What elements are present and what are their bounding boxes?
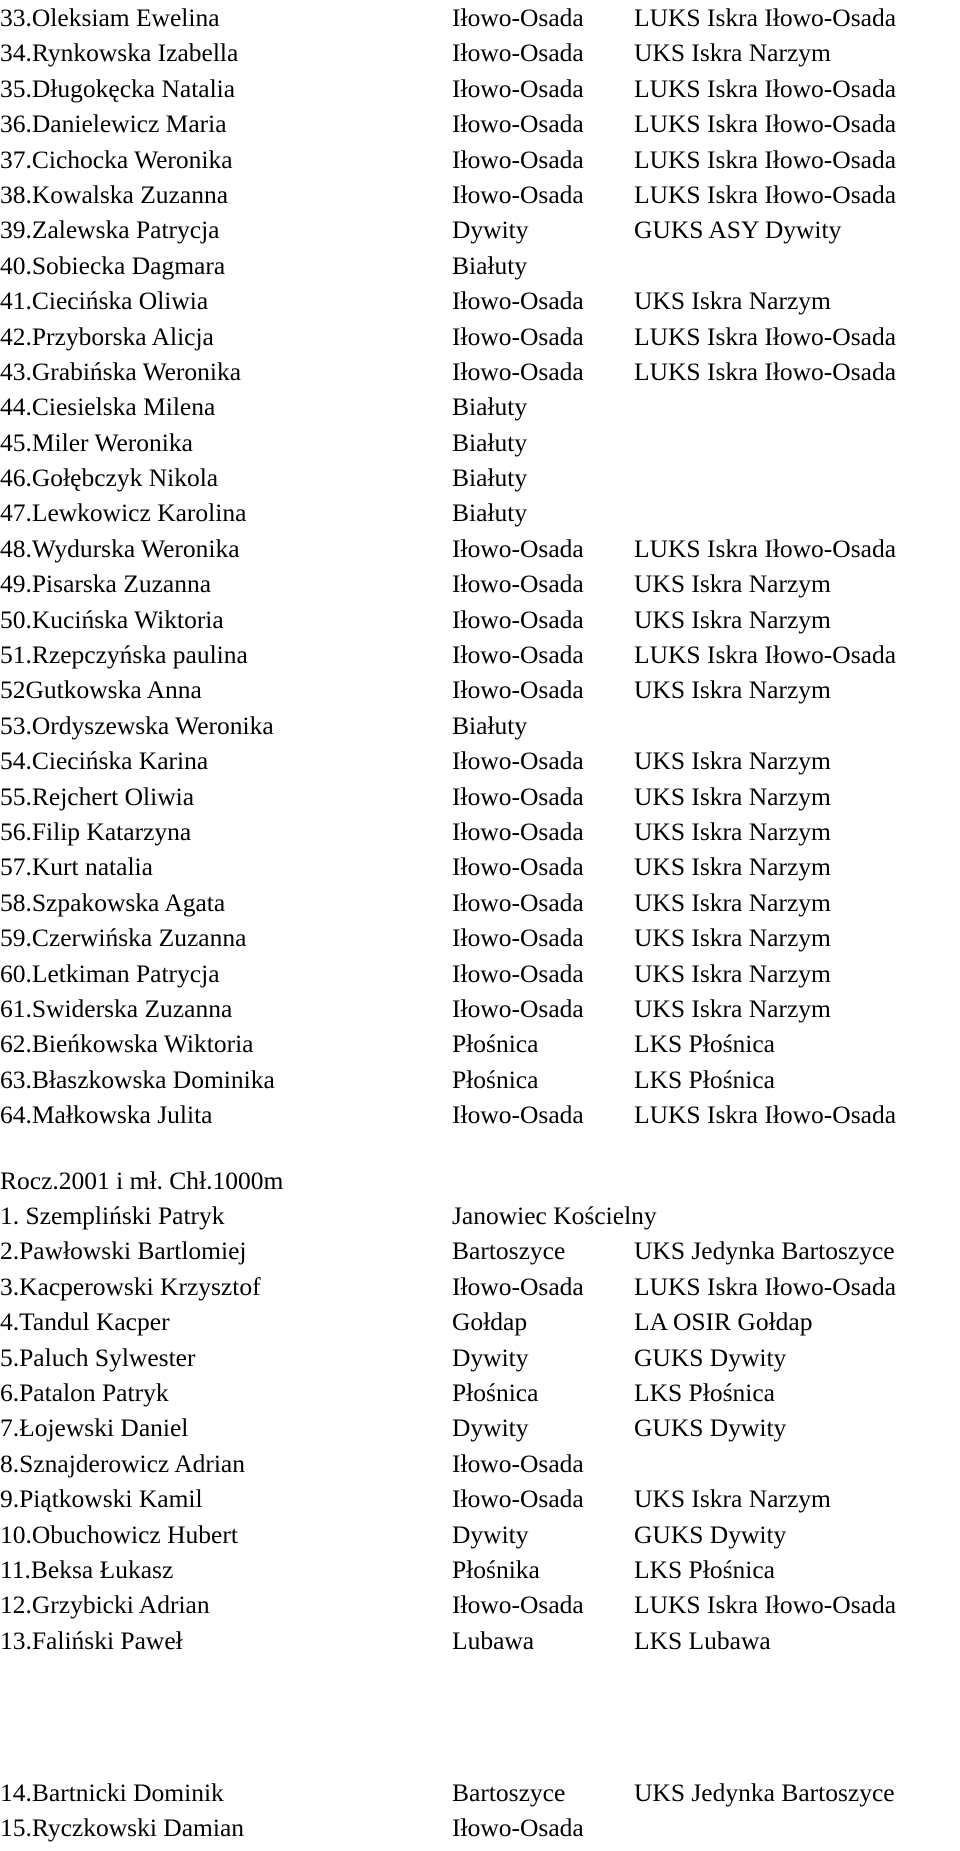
- athlete-name: 1. Szempliński Patryk: [0, 1201, 225, 1230]
- result-row: [0, 1810, 960, 1845]
- athlete-town: Białuty: [452, 392, 528, 422]
- athlete-name: 14.Bartnicki Dominik: [0, 1778, 224, 1807]
- athlete-club: UKS Jedynka Bartoszyce: [634, 1778, 895, 1807]
- result-row: [0, 637, 960, 672]
- athlete-name: 40.Sobiecka Dagmara: [0, 250, 226, 280]
- athlete-town: Iłowo-Osada: [452, 958, 584, 988]
- athlete-town: Iłowo-Osada: [452, 604, 584, 634]
- athlete-town: Iłowo-Osada: [452, 781, 584, 811]
- athlete-club: LUKS Iskra Iłowo-Osada: [634, 321, 897, 351]
- athlete-name: 53.Ordyszewska Weronika: [0, 710, 274, 740]
- athlete-town: Iłowo-Osada: [452, 1448, 584, 1478]
- result-row: [0, 495, 960, 530]
- athlete-name: 13.Faliński Paweł: [0, 1625, 183, 1655]
- athlete-town: Iłowo-Osada: [452, 852, 584, 882]
- athlete-club: LUKS Iskra Iłowo-Osada: [634, 640, 897, 670]
- result-row: [0, 531, 960, 566]
- athlete-name: 3.Kacperowski Krzysztof: [0, 1271, 261, 1301]
- athlete-name: 5.Paluch Sylwester: [0, 1342, 196, 1372]
- athlete-name: 10.Obuchowicz Hubert: [0, 1519, 238, 1549]
- result-row: [0, 425, 960, 460]
- result-row: [0, 1623, 960, 1658]
- athlete-club: LUKS Iskra Iłowo-Osada: [634, 1100, 897, 1130]
- athlete-club: UKS Iskra Narzym: [634, 286, 831, 316]
- athlete-name: 58.Szpakowska Agata: [0, 887, 226, 917]
- athlete-name: 37.Cichocka Weronika: [0, 144, 233, 174]
- athlete-name: 2.Pawłowski Bartlomiej: [0, 1236, 247, 1266]
- athlete-club: LUKS Iskra Iłowo-Osada: [634, 3, 897, 32]
- athlete-name: 12.Grzybicki Adrian: [0, 1590, 210, 1620]
- athlete-town: Iłowo-Osada: [452, 675, 584, 705]
- athlete-name: 45.Miler Weronika: [0, 427, 193, 457]
- athlete-name: 8.Sznajderowicz Adrian: [0, 1448, 246, 1478]
- athlete-club: UKS Iskra Narzym: [634, 569, 831, 599]
- result-row: [0, 1587, 960, 1622]
- athlete-club: UKS Iskra Narzym: [634, 816, 831, 846]
- athlete-club: LUKS Iskra Iłowo-Osada: [634, 1590, 897, 1620]
- athlete-club: UKS Iskra Narzym: [634, 1484, 831, 1514]
- athlete-town: Płośnica: [452, 1029, 539, 1059]
- athlete-town: Białuty: [452, 427, 528, 457]
- result-row: [0, 1446, 960, 1481]
- athlete-town: Białuty: [452, 498, 528, 528]
- athlete-club: LUKS Iskra Iłowo-Osada: [634, 1271, 897, 1301]
- athlete-name: 47.Lewkowicz Karolina: [0, 498, 247, 528]
- athlete-town: Białuty: [452, 250, 528, 280]
- athlete-name: 50.Kucińska Wiktoria: [0, 604, 224, 634]
- athlete-name: 42.Przyborska Alicja: [0, 321, 214, 351]
- athlete-town: Iłowo-Osada: [452, 1813, 584, 1843]
- athlete-club: LUKS Iskra Iłowo-Osada: [634, 179, 897, 209]
- athlete-name: 9.Piątkowski Kamil: [0, 1484, 203, 1514]
- athlete-name: 60.Letkiman Patrycja: [0, 958, 220, 988]
- athlete-name: 6.Patalon Patryk: [0, 1377, 169, 1407]
- result-row: [0, 814, 960, 849]
- result-row: [0, 991, 960, 1026]
- athlete-town: Iłowo-Osada: [452, 73, 584, 103]
- athlete-town: Dywity: [452, 1342, 529, 1372]
- athlete-town: Iłowo-Osada: [452, 38, 584, 68]
- athlete-town: Dywity: [452, 1519, 529, 1549]
- result-row: [0, 743, 960, 778]
- result-row: [0, 0, 960, 35]
- boys-section-heading: Rocz.2001 i mł. Chł.1000m: [0, 1166, 284, 1195]
- athlete-club: UKS Iskra Narzym: [634, 781, 831, 811]
- athlete-town: Iłowo-Osada: [452, 816, 584, 846]
- result-row: [0, 849, 960, 884]
- result-row: [0, 354, 960, 389]
- athlete-town: Iłowo-Osada: [452, 569, 584, 599]
- result-row: [0, 1198, 960, 1233]
- athlete-name: 7.Łojewski Daniel: [0, 1413, 189, 1443]
- athlete-town: Płośnica: [452, 1064, 539, 1094]
- result-row: [0, 566, 960, 601]
- athlete-name: 36.Danielewicz Maria: [0, 109, 227, 139]
- athlete-club: LKS Płośnica: [634, 1554, 775, 1584]
- result-row: [0, 1340, 960, 1375]
- athlete-club: UKS Iskra Narzym: [634, 38, 831, 68]
- athlete-club: GUKS ASY Dywity: [634, 215, 842, 245]
- athlete-name: 61.Swiderska Zuzanna: [0, 993, 233, 1023]
- athlete-town: Iłowo-Osada: [452, 533, 584, 563]
- athlete-town: Lubawa: [452, 1625, 535, 1655]
- athlete-club: LUKS Iskra Iłowo-Osada: [634, 533, 897, 563]
- athlete-town: Dywity: [452, 1413, 529, 1443]
- athlete-name: 57.Kurt natalia: [0, 852, 153, 882]
- result-row: [0, 142, 960, 177]
- athlete-club: UKS Iskra Narzym: [634, 675, 831, 705]
- athlete-town: Bartoszyce: [452, 1236, 566, 1266]
- result-row: [0, 319, 960, 354]
- athlete-town: Iłowo-Osada: [452, 286, 584, 316]
- athlete-name: 34.Rynkowska Izabella: [0, 38, 239, 68]
- boys-results-list: [0, 1198, 960, 1658]
- athlete-name: 35.Długokęcka Natalia: [0, 73, 236, 103]
- athlete-name: 46.Gołębczyk Nikola: [0, 463, 219, 493]
- athlete-town: Janowiec Kościelny: [452, 1201, 657, 1230]
- result-row: [0, 708, 960, 743]
- athlete-town: Gołdap: [452, 1307, 528, 1337]
- athlete-town: Iłowo-Osada: [452, 993, 584, 1023]
- result-row: [0, 283, 960, 318]
- athlete-club: LKS Płośnica: [634, 1377, 775, 1407]
- athlete-name: 43.Grabińska Weronika: [0, 356, 242, 386]
- result-row: [0, 1269, 960, 1304]
- athlete-name: 51.Rzepczyńska paulina: [0, 640, 248, 670]
- athlete-town: Iłowo-Osada: [452, 1590, 584, 1620]
- athlete-town: Iłowo-Osada: [452, 640, 584, 670]
- athlete-town: Iłowo-Osada: [452, 179, 584, 209]
- athlete-name: 52Gutkowska Anna: [0, 675, 202, 705]
- athlete-town: Iłowo-Osada: [452, 887, 584, 917]
- athlete-town: Iłowo-Osada: [452, 144, 584, 174]
- result-row: [0, 1775, 960, 1810]
- athlete-club: UKS Jedynka Bartoszyce: [634, 1236, 895, 1266]
- athlete-name: 59.Czerwińska Zuzanna: [0, 923, 247, 953]
- athlete-club: UKS Iskra Narzym: [634, 887, 831, 917]
- boys-results-list-continued: [0, 1775, 960, 1846]
- result-row: [0, 248, 960, 283]
- result-row: [0, 956, 960, 991]
- athlete-town: Iłowo-Osada: [452, 1271, 584, 1301]
- athlete-club: LUKS Iskra Iłowo-Osada: [634, 73, 897, 103]
- result-row: [0, 672, 960, 707]
- athlete-town: Płośnica: [452, 1377, 539, 1407]
- athlete-town: Bartoszyce: [452, 1778, 566, 1807]
- athlete-town: Dywity: [452, 215, 529, 245]
- athlete-name: 33.Oleksiam Ewelina: [0, 3, 220, 32]
- athlete-town: Iłowo-Osada: [452, 3, 584, 32]
- athlete-club: LUKS Iskra Iłowo-Osada: [634, 356, 897, 386]
- athlete-name: 48.Wydurska Weronika: [0, 533, 240, 563]
- result-row: [0, 1481, 960, 1516]
- athlete-town: Iłowo-Osada: [452, 923, 584, 953]
- result-row: [0, 602, 960, 637]
- athlete-club: UKS Iskra Narzym: [634, 604, 831, 634]
- athlete-club: UKS Iskra Narzym: [634, 993, 831, 1023]
- athlete-name: 15.Ryczkowski Damian: [0, 1813, 245, 1843]
- athlete-club: GUKS Dywity: [634, 1413, 787, 1443]
- result-row: [0, 35, 960, 70]
- result-row: [0, 389, 960, 424]
- athlete-town: Iłowo-Osada: [452, 1484, 584, 1514]
- result-row: [0, 177, 960, 212]
- athlete-club: LA OSIR Gołdap: [634, 1307, 813, 1337]
- athlete-name: 39.Zalewska Patrycja: [0, 215, 220, 245]
- result-row: [0, 779, 960, 814]
- result-row: [0, 1233, 960, 1268]
- athlete-name: 56.Filip Katarzyna: [0, 816, 192, 846]
- athlete-name: 11.Beksa Łukasz: [0, 1554, 174, 1584]
- athlete-name: 44.Ciesielska Milena: [0, 392, 216, 422]
- result-row: [0, 1410, 960, 1445]
- athlete-name: 62.Bieńkowska Wiktoria: [0, 1029, 254, 1059]
- athlete-town: Iłowo-Osada: [452, 109, 584, 139]
- athlete-name: 38.Kowalska Zuzanna: [0, 179, 229, 209]
- athlete-name: 54.Ciecińska Karina: [0, 746, 209, 776]
- result-row: [0, 71, 960, 106]
- result-row: [0, 1552, 960, 1587]
- result-row: [0, 1304, 960, 1339]
- athlete-town: Białuty: [452, 710, 528, 740]
- athlete-club: UKS Iskra Narzym: [634, 852, 831, 882]
- athlete-club: LUKS Iskra Iłowo-Osada: [634, 109, 897, 139]
- athlete-club: UKS Iskra Narzym: [634, 746, 831, 776]
- athlete-club: LUKS Iskra Iłowo-Osada: [634, 144, 897, 174]
- result-row: [0, 885, 960, 920]
- athlete-name: 41.Ciecińska Oliwia: [0, 286, 209, 316]
- result-row: [0, 460, 960, 495]
- athlete-town: Białuty: [452, 463, 528, 493]
- athlete-town: Iłowo-Osada: [452, 746, 584, 776]
- result-row: [0, 1026, 960, 1061]
- athlete-name: 63.Błaszkowska Dominika: [0, 1064, 275, 1094]
- athlete-club: LKS Lubawa: [634, 1625, 771, 1655]
- athlete-club: GUKS Dywity: [634, 1342, 787, 1372]
- athlete-club: GUKS Dywity: [634, 1519, 787, 1549]
- result-row: [0, 212, 960, 247]
- athlete-club: LKS Płośnica: [634, 1029, 775, 1059]
- result-row: [0, 106, 960, 141]
- result-row: [0, 920, 960, 955]
- athlete-town: Iłowo-Osada: [452, 356, 584, 386]
- result-row: [0, 1097, 960, 1132]
- result-row: [0, 1375, 960, 1410]
- athlete-name: 4.Tandul Kacper: [0, 1307, 170, 1337]
- athlete-club: UKS Iskra Narzym: [634, 958, 831, 988]
- athlete-name: 64.Małkowska Julita: [0, 1100, 213, 1130]
- athlete-club: UKS Iskra Narzym: [634, 923, 831, 953]
- athlete-club: LKS Płośnica: [634, 1064, 775, 1094]
- athlete-town: Iłowo-Osada: [452, 1100, 584, 1130]
- result-row: [0, 1062, 960, 1097]
- athlete-name: 55.Rejchert Oliwia: [0, 781, 195, 811]
- result-row: [0, 1517, 960, 1552]
- athlete-town: Płośnika: [452, 1554, 540, 1584]
- athlete-town: Iłowo-Osada: [452, 321, 584, 351]
- athlete-name: 49.Pisarska Zuzanna: [0, 569, 212, 599]
